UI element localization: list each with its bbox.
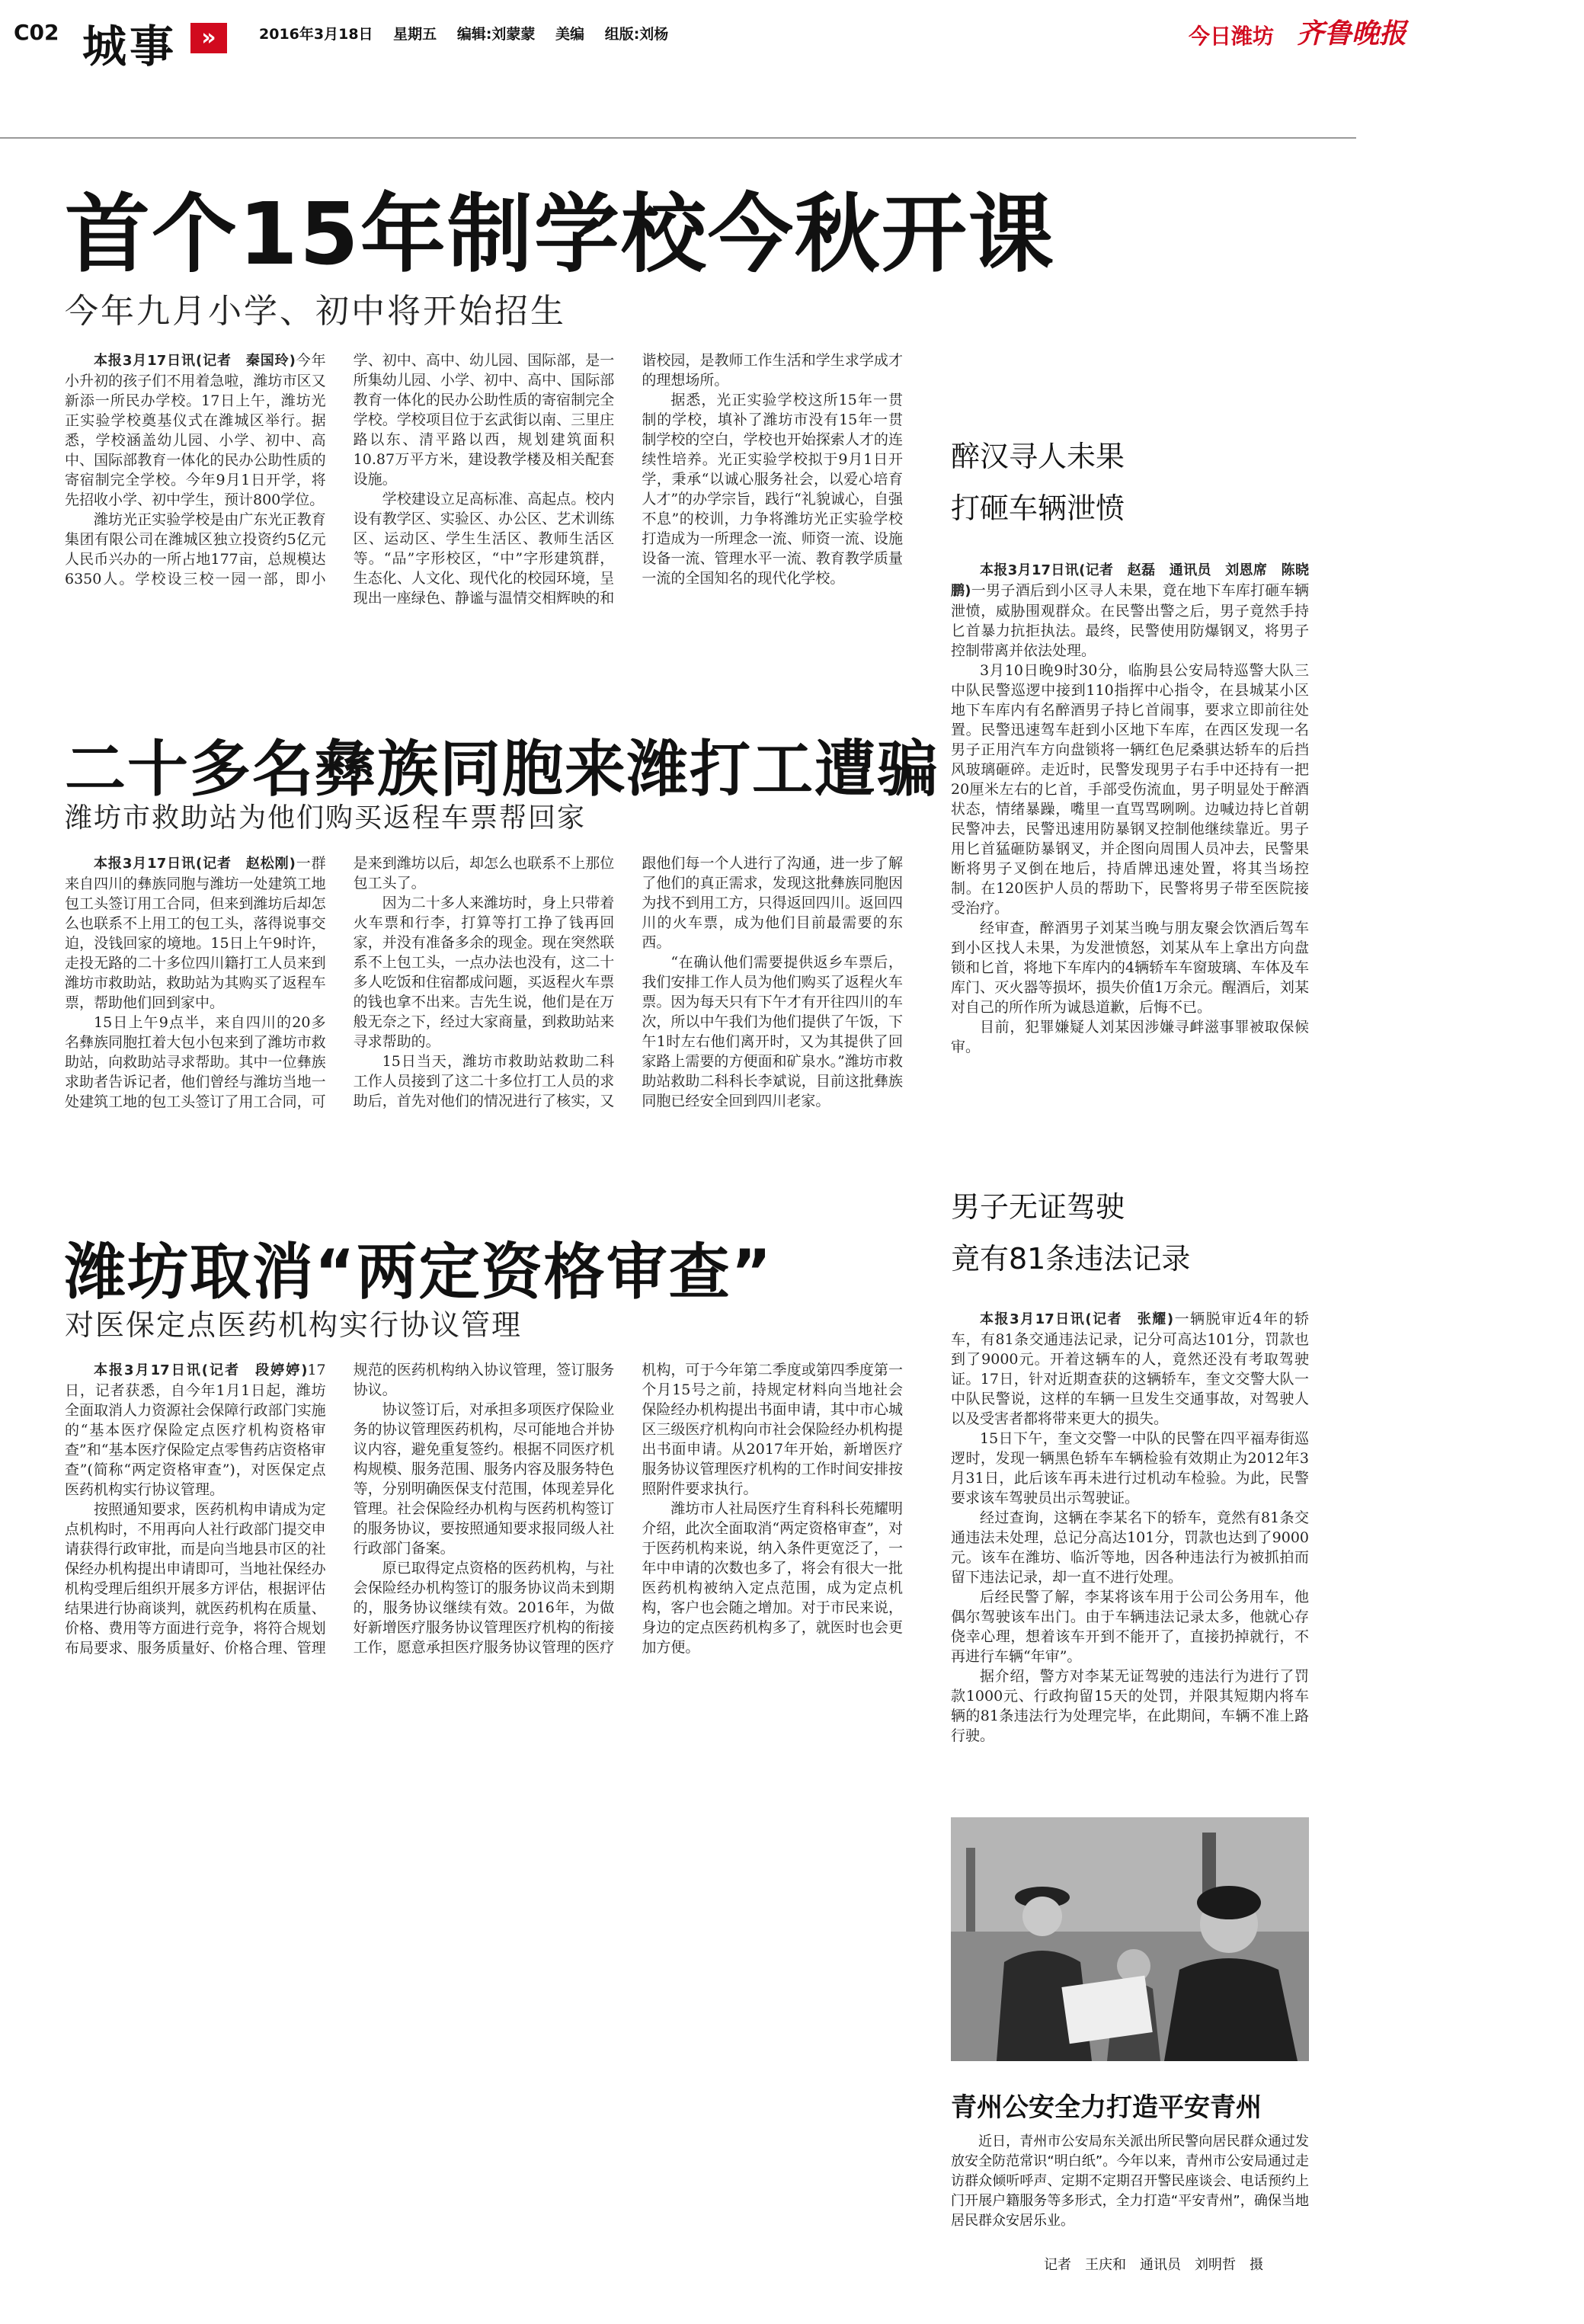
side2-title-line: 竟有81条违法记录 xyxy=(951,1242,1191,1276)
story2-body xyxy=(65,853,903,1189)
story1-byline: 本报3月17日讯(记者 秦国玲) xyxy=(94,353,296,369)
photo-title: 青州公安全力打造平安青州 xyxy=(951,2092,1262,2123)
side2-paragraph: 后经民警了解，李某将该车用于公司公务用车，他偶尔驾驶该车出门。由于车辆违法记录太多，他就心存侥幸心理，想着该车开到不能开了，直接扔掉就行，不再进行车辆“年审”。 xyxy=(951,1589,1309,1665)
side1-title xyxy=(951,431,1125,534)
side2-title xyxy=(951,1181,1190,1285)
story1-paragraph: 学校建设立足高标准、高起点。校内设有教学区、实验区、办公区、艺术训练区、运动区、学生生活区、教师生活区等。“品”字形校区，“中”字形建筑群，生态化、人文化、现代化的校园环境，呈现出一座绿色、静谧与温情交相辉映的和谐校园，是教师工作生活和学生求学成才的理想场所。 xyxy=(353,352,903,607)
story1-paragraph: 潍坊光正实验学校是由广东光正教育集团有限公司在潍城区独立投资约5亿元人民币兴办的一所占地177亩，总规模达6350人。学校设三校一园一部，即小学、初中、高中、幼儿园、国际部，是一所集幼儿园、小学、初中、高中、国际部教育一体化的民办公助性质的寄宿制完全学校。学校项目位于玄武街以南、三里庄路以东、清平路以西，规划建筑面积10.87万平方米，建设教学楼及相关配套设施。 xyxy=(65,352,615,587)
side1-paragraph: 一男子酒后到小区寻人未果，竟在地下车库打砸车辆泄愤，威胁围观群众。在民警出警之后，男子竟然手持匕首暴力抗拒执法。最终，民警使用防爆钢叉，将男子控制带离并依法处理。 xyxy=(951,582,1309,659)
side1-title-line: 醉汉寻人未果 xyxy=(951,440,1125,473)
page-header xyxy=(0,0,1584,76)
story3-paragraph: 协议签订后，对承担多项医疗保险业务的协议管理医药机构，尽可能地合并协议内容，避免重复签约。根据不同医疗机构规模、服务范围、服务内容及服务特色等，分别明确医保支付范围，体现差异化管理。社会保险经办机构与医药机构签订的服务协议，要按照通知要求报同级人社行政部门备案。 xyxy=(353,1401,615,1557)
story2-byline: 本报3月17日讯(记者 赵松刚) xyxy=(94,856,296,872)
story1-paragraph: 据悉，光正实验学校这所15年一贯制的学校，填补了潍坊市没有15年一贯制学校的空白，学校也开始探索人才的连续性培养。光正实验学校拟于9月1日开学，秉承“以诚心服务社会，以爱心培育人才”的办学宗旨，践行“礼貌诚心，自强不息”的校训，力争将潍坊光正实验学校打造成为一所理念一流、师资一流、设施设备一流、管理水平一流、教育教学质量一流的全国知名的现代化学校。 xyxy=(642,392,903,587)
police-officer-illustration xyxy=(951,1817,1309,2061)
story2-headline: 二十多名彝族同胞来潍打工遭骗 xyxy=(65,734,939,805)
story3-paragraph: 按照通知要求，医药机构申请成为定点机构时，不用再向人社行政部门提交申请获得行政审批，而是向当地县市区的社保经办机构提出申请即可，当地社保经办机构受理后组织开展多方评估，根据评估结果进行协商谈判，就医药机构在质量、价格、费用等方面进行竞争，将符合规划布局要求、服务质量好、价格合理、管理规范的医药机构纳入协议管理，签订服务协议。 xyxy=(65,1362,615,1657)
header-divider xyxy=(0,137,1356,139)
story2-paragraph: 15日当天，潍坊市救助站救助二科工作人员接到了这二十多位打工人员的求助后，首先对他们的情况进行了核实，又跟他们每一个人进行了沟通，进一步了解了他们的真正需求，发现这批彝族同胞因为找不到用工方，只得返回四川。返回四川的火车票，成为他们目前最需要的东西。 xyxy=(353,855,903,1109)
story1-paragraph: 今年小升初的孩子们不用着急啦，潍坊市区又新添一所民办学校。17日上午，潍坊光正实验学校奠基仪式在潍城区举行。据悉，学校涵盖幼儿园、小学、初中、高中、国际部教育一体化的民办公助性质的寄宿制完全学校。今年9月1日开学，将先招收小学、初中学生，预计800学位。 xyxy=(65,352,326,508)
story3-paragraph: 潍坊市人社局医疗生育科科长苑耀明介绍，此次全面取消“两定资格审查”，对于医药机构来说，纳入条件更宽泛了，一年中申请的次数也多了，将会有很大一批医药机构被纳入定点范围，成为定点机构，客户也会随之增加。对于市民来说，身边的定点医药机构多了，就医时也会更加方便。 xyxy=(642,1500,903,1656)
story3-headline: 潍坊取消“两定资格审查” xyxy=(65,1237,773,1308)
story3-paragraph: 原已取得定点资格的医药机构，与社会保险经办机构签订的服务协议尚未到期的，服务协议继续有效。2016年，为做好新增医疗服务协议管理医疗机构的衔接工作，愿意承担医疗服务协议管理的医疗机构，可于今年第二季度或第四季度第一个月15号之前，持规定材料向当地社会保险经办机构提出书面申请，其中市心城区三级医疗机构向市社会保险经办机构提出书面申请。从2017年开始，新增医疗服务协议管理医疗机构的工作时间安排按照附件要求执行。 xyxy=(353,1362,903,1656)
story1-headline: 首个15年制学校今秋开课 xyxy=(65,185,1055,284)
page-number: C02 xyxy=(14,20,59,45)
side2-paragraph: 一辆脱审近4年的轿车，有81条交通违法记录，记分可高达101分，罚款也到了9000元。开着这辆车的人，竟然还没有考取驾驶证。17日，针对近期查获的这辆轿车，奎文交警大队一中队民警说，这样的车辆一旦发生交通事故，对驾驶人以及受害者都将带来更大的损失。 xyxy=(951,1311,1309,1427)
newspaper-logo: 齐鲁晚报 xyxy=(1297,18,1407,50)
side1-title-line: 打砸车辆泄愤 xyxy=(951,491,1125,525)
section-title: 城事 xyxy=(82,21,178,72)
story2-paragraph: “在确认他们需要提供返乡车票后，我们安排工作人员为他们购买了返程火车票。因为每天只有下午才有开往四川的车次，所以中午我们为他们提供了午饭，下午1时左右他们离开时，又为其提供了回家路上需要的方便面和矿泉水。”潍坊市救助站救助二科科长李斌说，目前这批彝族同胞已经安全回到四川老家。 xyxy=(642,954,903,1109)
side1-paragraph: 目前，犯罪嫌疑人刘某因涉嫌寻衅滋事罪被取保候审。 xyxy=(951,1019,1309,1055)
editor-credit: 编辑:刘蒙蒙 xyxy=(456,26,536,43)
story3-byline: 本报3月17日讯(记者 段婷婷) xyxy=(94,1362,308,1378)
story3-body xyxy=(65,1360,903,1787)
photo-credit: 记者 王庆和 通讯员 刘明哲 摄 xyxy=(1044,2257,1263,2273)
issue-meta xyxy=(259,23,683,43)
story2-paragraph: 一群来自四川的彝族同胞与潍坊一处建筑工地包工头签订用工合同，但来到潍坊后却怎么也联系不上用工的包工头，落得说事交迫，没钱回家的境地。15日上午9时许，走投无路的二十多位四川籍打工人员来到潍坊市救助站，救助站为其购买了返程车票，帮助他们回到家中。 xyxy=(65,855,326,1011)
side1-paragraph: 经审查，醉酒男子刘某当晚与朋友聚会饮酒后驾车到小区找人未果，为发泄愤怒，刘某从车上拿出方向盘锁和匕首，将地下车库内的4辆轿车车窗玻璃、车体及车库门、灭火器等损坏，损失价值1万余元。醒酒后，刘某对自己的所作所为诚恳道歉，后悔不已。 xyxy=(951,920,1309,1016)
story2-paragraph: 因为二十多人来潍坊时，身上只带着火车票和行李，打算等打工挣了钱再回家，并没有准备多余的现金。现在突然联系不上包工头，一点办法也没有，这二十多人吃饭和住宿都成问题，买返程火车票的钱也拿不出来。吉先生说，他们是在万般无奈之下，经过大家商量，到救助站来寻求帮助的。 xyxy=(353,895,615,1050)
story2-subhead: 潍坊市救助站为他们购买返程车票帮回家 xyxy=(65,802,587,834)
story1-subhead: 今年九月小学、初中将开始招生 xyxy=(65,292,566,331)
story3-paragraph: 17日，记者获悉，自今年1月1日起，潍坊全面取消人力资源社会保障行政部门实施的“基本医疗保险定点医疗机构资格审查”和“基本医疗保险定点零售药店资格审查”(简称“两定资格审查”)，对医保定点医药机构实行协议管理。 xyxy=(65,1362,326,1498)
column-brand: 今日潍坊 xyxy=(1189,24,1275,49)
layout-credit: 组版:刘杨 xyxy=(604,26,669,43)
news-photo xyxy=(951,1817,1309,2061)
story2-paragraph: 15日上午9点半，来自四川的20多名彝族同胞扛着大包小包来到了潍坊市救助站，向救助站寻求帮助。其中一位彝族求助者告诉记者，他们曾经与潍坊当地一处建筑工地的包工头签订了用工合同，可是来到潍坊以后，却怎么也联系不上那位包工头了。 xyxy=(65,855,615,1110)
side2-paragraph: 15日下午，奎文交警一中队的民警在四平福寿街巡逻时，发现一辆黑色轿车车辆检验有效期止为2012年3月31日，此后该车再未进行过机动车检验。为此，民警要求该车驾驶员出示驾驶证。 xyxy=(951,1430,1309,1506)
issue-weekday: 星期五 xyxy=(393,26,437,43)
side1-body xyxy=(951,560,1309,1057)
section-arrow-icon: » xyxy=(190,23,227,53)
story3-subhead: 对医保定点医药机构实行协议管理 xyxy=(65,1308,523,1342)
side2-body xyxy=(951,1309,1309,1746)
side2-byline: 本报3月17日讯(记者 张耀) xyxy=(980,1311,1174,1327)
side1-paragraph: 3月10日晚9时30分，临朐县公安局特巡警大队三中队民警巡逻中接到110指挥中心指令，在县城某小区地下车库内有名醉酒男子持匕首闹事，要求立即前往处置。民警迅速驾车赶到小区地下车库，在西区发现一名男子正用汽车方向盘锁将一辆红色尼桑骐达轿车的后挡风玻璃砸碎。走近时，民警发现男子右手中还持有一把20厘米左右的匕首，手部受伤流血，男子明显处于醉酒状态，情绪暴躁，嘴里一直骂骂咧咧。边喊边持匕首朝民警冲去，民警迅速用防暴钢叉控制他继续靠近。男子用匕首猛砸防暴钢叉，并企图向周围人员冲去，民警果断将男子叉倒在地后，持盾牌迅速处置，将其当场控制。在120医护人员的帮助下，民警将男子带至医院接受治疗。 xyxy=(951,662,1309,917)
designer-credit: 美编 xyxy=(555,26,585,43)
photo-caption: 近日，青州市公安局东关派出所民警向居民群众通过发放安全防范常识“明白纸”。今年以来，青州市公安局通过走访群众倾听呼声、定期不定期召开警民座谈会、电话预约上门开展户籍服务等多形式，全力打造“平安青州”，确保当地居民群众安居乐业。 xyxy=(951,2134,1309,2229)
side2-paragraph: 据介绍，警方对李某无证驾驶的违法行为进行了罚款1000元、行政拘留15天的处罚，并限其短期内将车辆的81条违法行为处理完毕，在此期间，车辆不准上路行驶。 xyxy=(951,1668,1309,1744)
issue-date: 2016年3月18日 xyxy=(259,26,373,43)
story1-body xyxy=(65,351,903,671)
side1-byline: 本报3月17日讯(记者 赵磊 通讯员 刘恩席 陈晓鹏) xyxy=(951,562,1309,599)
side2-paragraph: 经过查询，这辆在李某名下的轿车，竟然有81条交通违法未处理，总记分高达101分，罚款也达到了9000元。该车在潍坊、临沂等地，因各种违法行为被抓拍而留下违法记录，却一直不进行处理。 xyxy=(951,1509,1309,1586)
side2-title-line: 男子无证驾驶 xyxy=(951,1190,1125,1224)
